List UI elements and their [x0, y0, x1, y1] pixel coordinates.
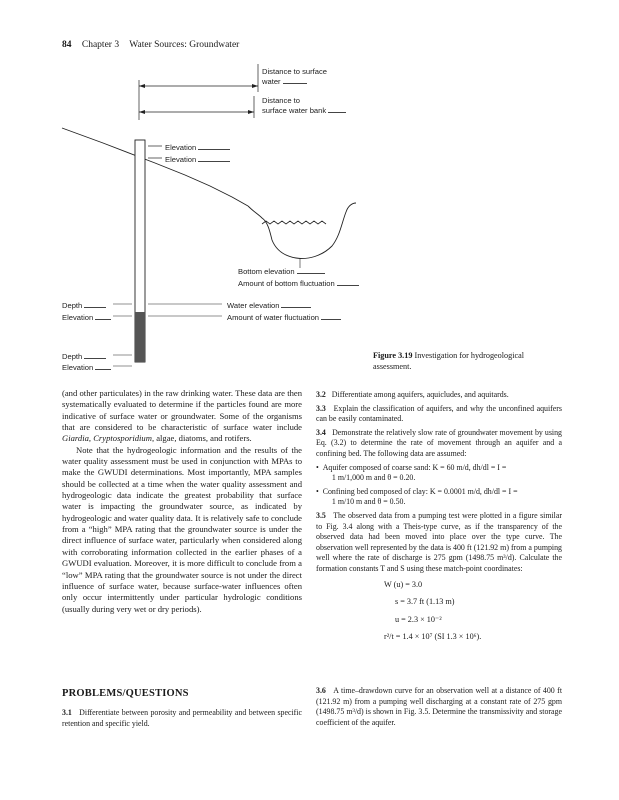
label-distance-surface-water — [262, 67, 327, 86]
bullet-text: Confining bed composed of clay: K = 0.0001 m/d, dh/dl = I = — [322, 486, 518, 496]
question-number: 3.1 — [62, 708, 72, 717]
label-text: Elevation — [165, 143, 197, 152]
label-elevation-2 — [165, 154, 230, 164]
figure-number: Figure 3.19 — [373, 351, 413, 360]
bullet-text: 1 m/1,000 m and θ = 0.20. — [331, 473, 416, 483]
label-bottom-fluctuation — [238, 278, 359, 288]
label-text: Elevation — [62, 313, 94, 322]
question-3-2 — [316, 390, 562, 401]
label-elevation-3 — [62, 312, 111, 322]
label-text: water — [262, 77, 281, 86]
question-3-6 — [316, 686, 562, 728]
label-text: Amount of water fluctuation — [227, 313, 320, 322]
label-elevation-4 — [62, 362, 111, 372]
equation-s: s = 3.7 ft (1.13 m) — [395, 597, 455, 606]
question-text: Differentiate among aquifers, aquicludes, and aquitards. — [331, 390, 509, 399]
label-elevation-1 — [165, 142, 230, 152]
label-text: Distance to — [262, 96, 300, 105]
label-depth-1 — [62, 300, 106, 310]
text-run: (and other particulates) in the raw drinking water. These data are then systematically evaluated to determine if the particles found are more indicative of surface water or groundwater. Some of the organisms that are considered to be characteristic of surface water include — [62, 388, 302, 433]
question-text: Explain the classification of aquifers, and why the unconfined aquifers can be easily contaminated. — [316, 403, 562, 424]
equation-wu: W (u) = 3.0 — [384, 580, 423, 589]
question-number: 3.4 — [316, 427, 326, 437]
bullet-text: Aquifer composed of coarse sand: K = 60 m/d, dh/dl = I = — [322, 462, 507, 472]
label-text: Depth — [62, 352, 83, 361]
text-run: Giardia — [62, 433, 89, 444]
surface-water-basin — [248, 203, 356, 259]
text-run: , algae, diatoms, and rotifers. — [151, 433, 252, 444]
label-text: Bottom elevation — [238, 267, 295, 276]
label-text: Distance to surface — [262, 67, 327, 76]
label-text: Amount of bottom fluctuation — [238, 279, 335, 288]
question-number: 3.3 — [316, 403, 326, 413]
question-text: Demonstrate the relatively slow rate of groundwater movement by using Eq. (3.2) to determine the rate of movement through an aquifer and a confining bed. The following data are assumed: — [316, 427, 563, 458]
problems-heading: PROBLEMS/QUESTIONS — [62, 688, 189, 699]
question-text: The observed data from a pumping test were plotted in a figure similar to Fig. 3.4 along with a Theis-type curve, as if the transparency of the observed data had been moved into place over the type curve. The observation well represented by the data is 400 ft (121.92 m) from a pumping well where the rate of discharge is 275 gpm (1498.75 m³/d). Calculate the formation constants T and S using these match-point coordinates: — [316, 510, 563, 573]
question-text: A time–drawdown curve for an observation well at a distance of 400 ft (121.92 m) from a pumping well discharging at a constant rate of 275 gpm (1498.75 m³/d) is shown in Fig. 3.5. Determine the transmissivity and storage coefficient of the aquifer. — [316, 686, 563, 727]
water-surface-line — [262, 221, 326, 224]
section-title: Water Sources: Groundwater — [129, 40, 240, 50]
question-text: Differentiate between porosity and permeability and between specific retention and specific yield. — [62, 708, 302, 728]
page-number: 84 — [62, 40, 72, 50]
paragraph-2: Note that the hydrogeologic information and the results of the water quality assessment must be used in conjunction with MPAs to make the GWUDI determinations. Most importantly, MPA samples should be collected at a time when the water quality assessment and hydrogeologic data indicate the greatest probability that surface water is impacting the groundwater source, as indicated by hydrogeologic and water quality data. It is relatively safe to conclude from a “high” MPA rating that the groundwater source is under the direct influence of surface water, particularly when considered along with corroborating information collected in the earlier phases of a GWUDI evaluation. Moreover, it is more difficult to conclude from a “low” MPA rating that the groundwater source is not under the direct influence of surface water, because surface-water influences often only occur intermittently under particular hydrologic conditions (usually during very wet or dry periods). — [62, 444, 302, 614]
question-number: 3.2 — [316, 390, 326, 399]
label-text: surface water bank — [262, 106, 327, 115]
label-water-fluctuation — [227, 312, 341, 322]
question-3-4 — [316, 428, 562, 460]
label-text: Elevation — [62, 363, 94, 372]
label-bottom-elevation — [238, 266, 325, 276]
question-3-3 — [316, 404, 562, 425]
label-text: Depth — [62, 301, 83, 310]
paragraph-1 — [62, 388, 302, 445]
text-run: Cryptosporidium — [93, 433, 152, 444]
question-3-1 — [62, 708, 302, 729]
figure-caption-text: Investigation for hydrogeological assessment. — [373, 351, 525, 371]
question-number: 3.6 — [316, 686, 326, 695]
question-number: 3.5 — [316, 510, 326, 520]
left-column — [62, 388, 302, 615]
equation-u: u = 2.3 × 10⁻² — [395, 615, 442, 624]
label-distance-bank — [262, 96, 346, 115]
question-3-5 — [316, 511, 562, 575]
label-water-elevation — [227, 300, 311, 310]
label-text: Water elevation — [227, 301, 280, 310]
bullet-text: 1 m/10 m and θ = 0.50. — [331, 497, 406, 507]
bullet-confining-bed: • Confining bed composed of clay: K = 0.0001 m/d, dh/dl = I = 1 m/10 m and θ = 0.50. — [316, 486, 518, 507]
ground-surface-line — [62, 128, 248, 206]
text-run: , — [88, 433, 94, 444]
figure-caption — [373, 350, 563, 372]
equation-r2t: r²/t = 1.4 × 10⁷ (SI 1.3 × 10⁶). — [384, 632, 482, 641]
label-depth-2 — [62, 351, 106, 361]
bullet-aquifer: • Aquifer composed of coarse sand: K = 60 m/d, dh/dl = I = 1 m/1,000 m and θ = 0.20. — [316, 462, 507, 483]
label-text: Elevation — [165, 155, 197, 164]
well-water-column — [135, 312, 145, 362]
right-column — [316, 390, 562, 578]
chapter-label: Chapter 3 — [81, 40, 120, 50]
